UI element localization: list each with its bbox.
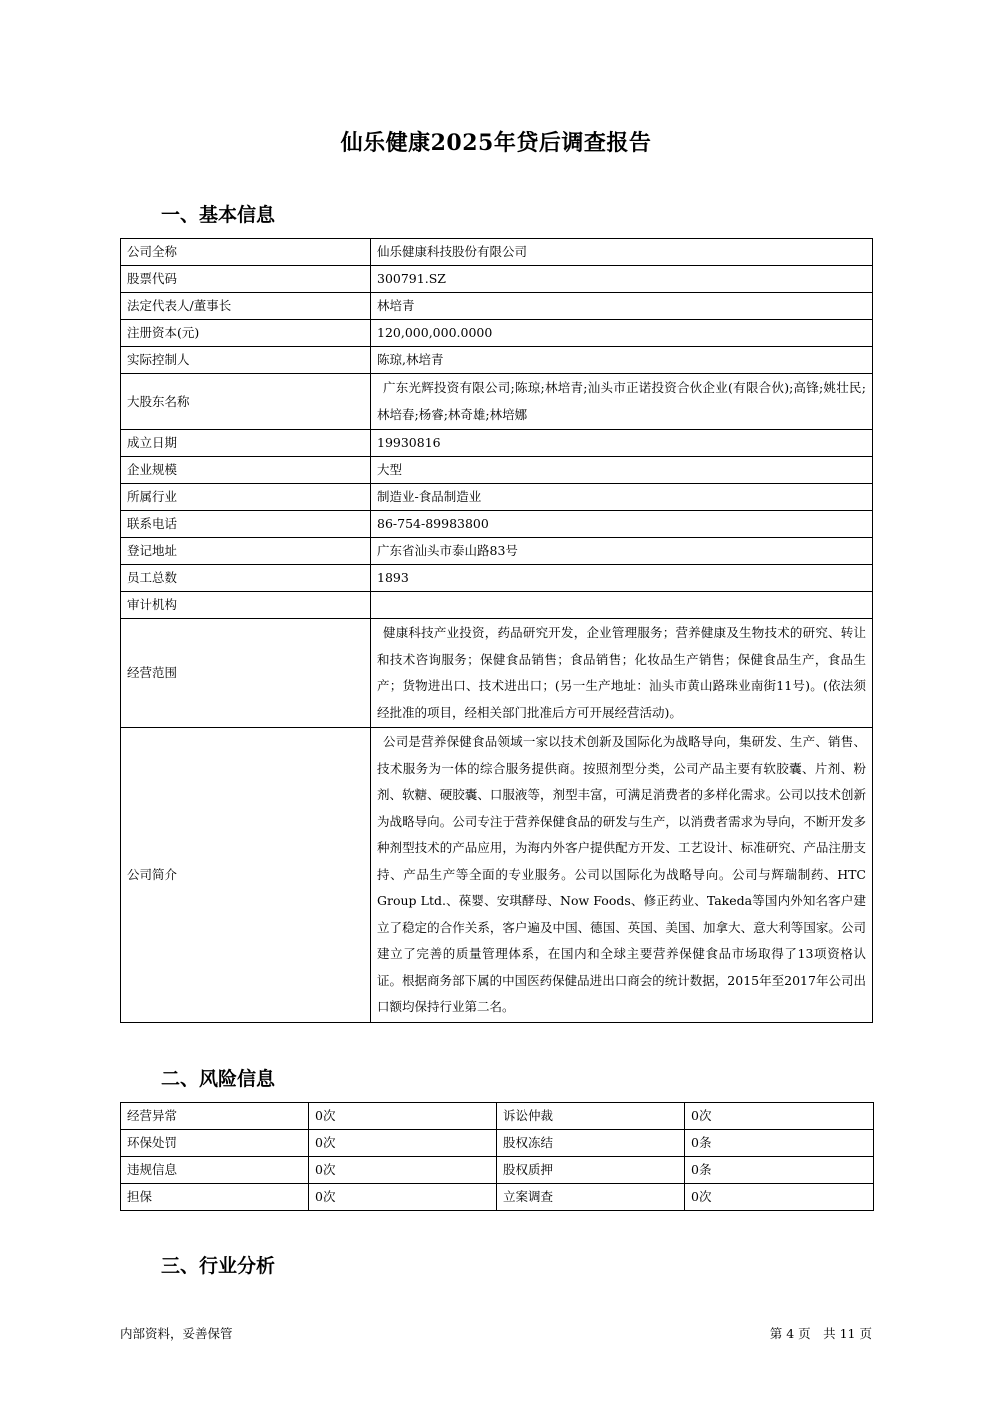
- basic-label: 公司简介: [121, 728, 371, 1023]
- risk-label: 违规信息: [121, 1157, 309, 1184]
- risk-label: 环保处罚: [121, 1130, 309, 1157]
- table-row: [121, 266, 873, 293]
- basic-label: 企业规模: [121, 457, 371, 484]
- basic-label: 公司全称: [121, 239, 371, 266]
- risk-value: 0次: [309, 1130, 497, 1157]
- table-row: [121, 619, 873, 728]
- basic-label: 登记地址: [121, 538, 371, 565]
- risk-value: 0次: [685, 1103, 874, 1130]
- table-row: [121, 484, 873, 511]
- risk-label: 担保: [121, 1184, 309, 1211]
- basic-value: 广东省汕头市泰山路83号: [371, 538, 873, 565]
- risk-value: 0次: [309, 1157, 497, 1184]
- risk-value: 0条: [685, 1157, 874, 1184]
- section-heading-risk: 二、风险信息: [161, 1068, 276, 1090]
- report-title: 仙乐健康2025年贷后调查报告: [340, 130, 652, 156]
- risk-label: 股权质押: [497, 1157, 685, 1184]
- basic-label: 大股东名称: [121, 374, 371, 430]
- table-row: [121, 511, 873, 538]
- basic-value: 健康科技产业投资，药品研究开发，企业管理服务；营养健康及生物技术的研究、转让和技术咨询服务；保健食品销售；食品销售；化妆品生产销售；保健食品生产，食品生产；货物进出口、技术进出口；(另一生产地址：汕头市黄山路珠业南街11号)。(依法须经批准的项目，经相关部门批准后方可开展经营活动)。: [371, 619, 873, 728]
- table-row: [121, 374, 873, 430]
- basic-value: 大型: [371, 457, 873, 484]
- section-heading-basic: 一、基本信息: [161, 204, 276, 226]
- basic-label: 成立日期: [121, 430, 371, 457]
- basic-value: [371, 592, 873, 619]
- risk-value: 0条: [685, 1130, 874, 1157]
- risk-label: 股权冻结: [497, 1130, 685, 1157]
- basic-label: 实际控制人: [121, 347, 371, 374]
- basic-value: 广东光辉投资有限公司;陈琼;林培青;汕头市正诺投资合伙企业(有限合伙);高锋;姚壮民;林培春;杨睿;林奇雄;林培娜: [371, 374, 873, 430]
- risk-value: 0次: [685, 1184, 874, 1211]
- basic-label: 经营范围: [121, 619, 371, 728]
- basic-label: 所属行业: [121, 484, 371, 511]
- table-row: [121, 239, 873, 266]
- table-row: [121, 592, 873, 619]
- table-row: [121, 728, 873, 1023]
- table-row: [121, 430, 873, 457]
- basic-label: 法定代表人/董事长: [121, 293, 371, 320]
- basic-label: 股票代码: [121, 266, 371, 293]
- table-row: [121, 320, 873, 347]
- basic-label: 审计机构: [121, 592, 371, 619]
- risk-info-table: [120, 1102, 874, 1211]
- basic-value: 制造业-食品制造业: [371, 484, 873, 511]
- section-heading-industry: 三、行业分析: [161, 1255, 276, 1277]
- basic-value: 120,000,000.0000: [371, 320, 873, 347]
- basic-info-table: [120, 238, 873, 1023]
- basic-label: 联系电话: [121, 511, 371, 538]
- basic-label: 注册资本(元): [121, 320, 371, 347]
- table-row: [121, 1157, 874, 1184]
- table-row: [121, 347, 873, 374]
- table-row: [121, 565, 873, 592]
- footer-page-number: 第 4 页 共 11 页: [769, 1326, 872, 1341]
- footer-confidential-note: 内部资料，妥善保管: [120, 1326, 233, 1341]
- basic-value: 仙乐健康科技股份有限公司: [371, 239, 873, 266]
- table-row: [121, 538, 873, 565]
- risk-value: 0次: [309, 1103, 497, 1130]
- risk-label: 诉讼仲裁: [497, 1103, 685, 1130]
- basic-value: 林培青: [371, 293, 873, 320]
- table-row: [121, 1103, 874, 1130]
- basic-value: 19930816: [371, 430, 873, 457]
- table-row: [121, 457, 873, 484]
- risk-label: 经营异常: [121, 1103, 309, 1130]
- risk-value: 0次: [309, 1184, 497, 1211]
- basic-value: 300791.SZ: [371, 266, 873, 293]
- basic-value: 公司是营养保健食品领域一家以技术创新及国际化为战略导向，集研发、生产、销售、技术服务为一体的综合服务提供商。按照剂型分类，公司产品主要有软胶囊、片剂、粉剂、软糖、硬胶囊、口服液等，剂型丰富，可满足消费者的多样化需求。公司以技术创新为战略导向。公司专注于营养保健食品的研发与生产，以消费者需求为导向，不断开发多种剂型技术的产品应用，为海内外客户提供配方开发、工艺设计、标准研究、产品注册支持、产品生产等全面的专业服务。公司以国际化为战略导向。公司与辉瑞制药、HTC Group Ltd.、葆婴、安琪酵母、Now Foods、修正药业、Takeda等国内外知名客户建立了稳定的合作关系，客户遍及中国、德国、英国、美国、加拿大、意大利等国家。公司建立了完善的质量管理体系，在国内和全球主要营养保健食品市场取得了13项资格认证。根据商务部下属的中国医药保健品进出口商会的统计数据，2015年至2017年公司出口额均保持行业第二名。: [371, 728, 873, 1023]
- table-row: [121, 1184, 874, 1211]
- basic-value: 陈琼,林培青: [371, 347, 873, 374]
- basic-value: 1893: [371, 565, 873, 592]
- risk-label: 立案调查: [497, 1184, 685, 1211]
- table-row: [121, 293, 873, 320]
- table-row: [121, 1130, 874, 1157]
- basic-value: 86-754-89983800: [371, 511, 873, 538]
- basic-label: 员工总数: [121, 565, 371, 592]
